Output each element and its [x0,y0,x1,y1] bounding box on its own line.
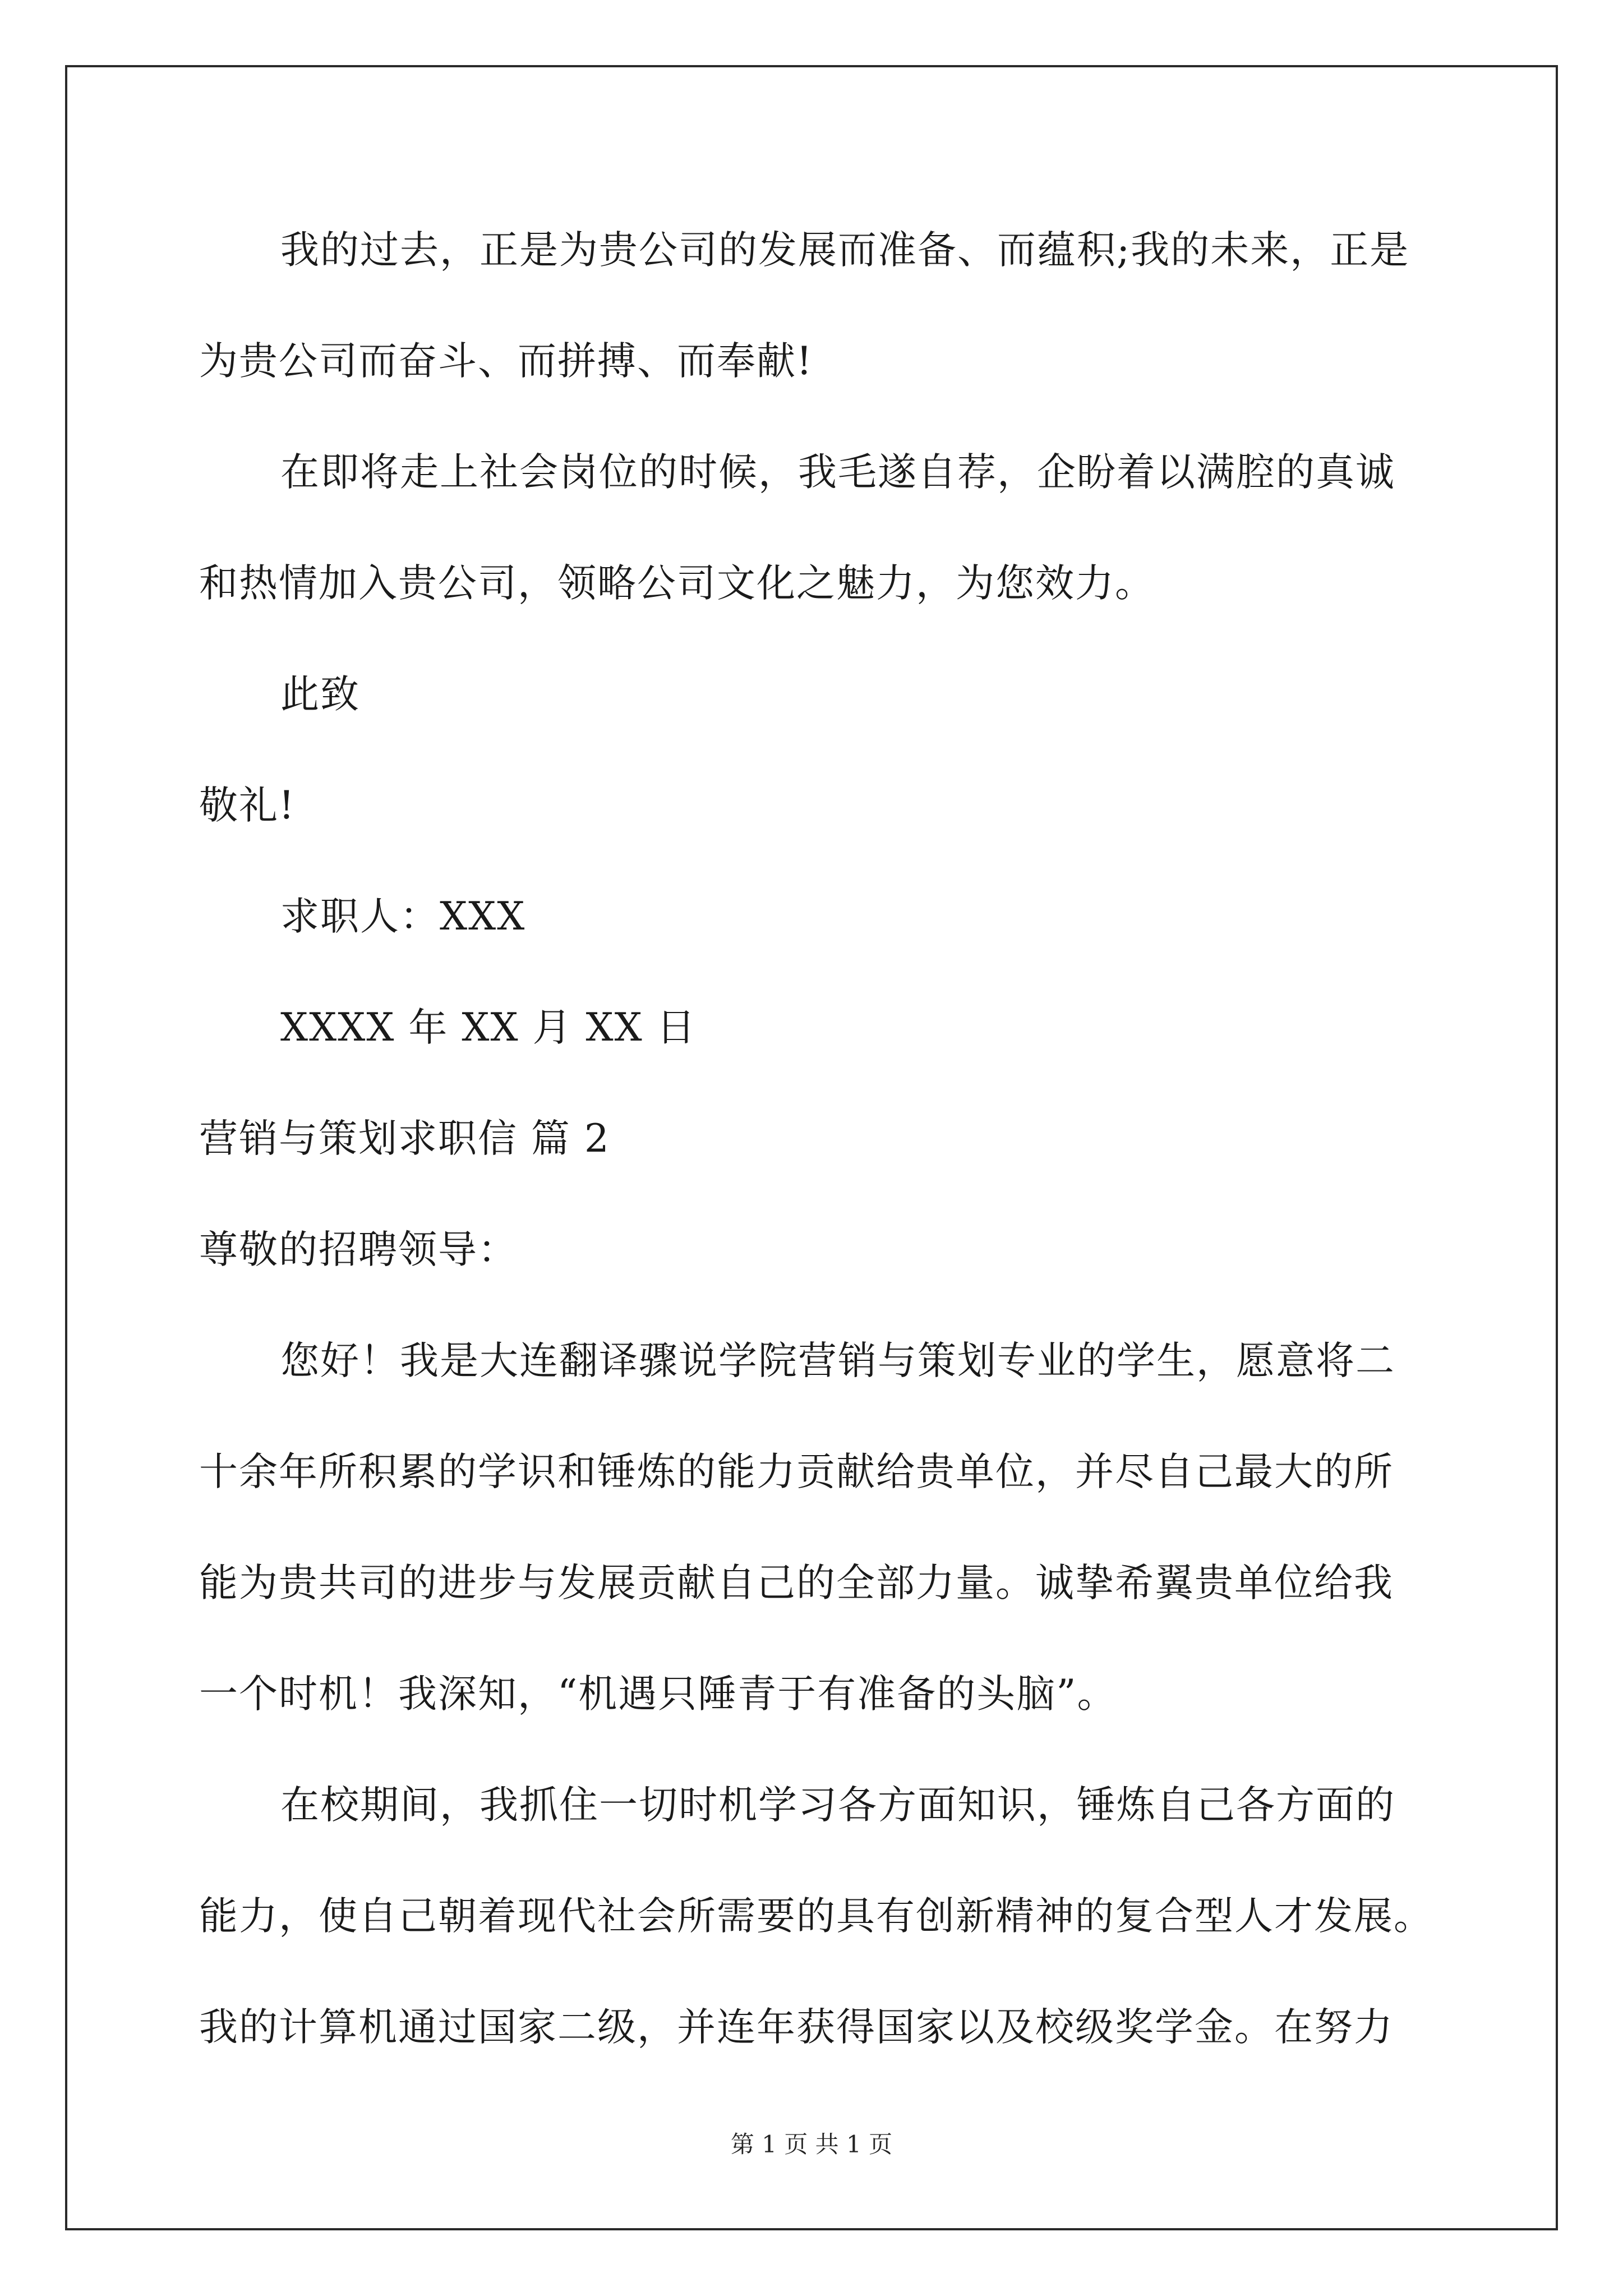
text-line: 我的计算机通过国家二级，并连年获得国家以及校级奖学金。在努力 [199,2005,1394,2050]
text-line: 在校期间，我抓住一切时机学习各方面知识，锤炼自己各方面的 [280,1783,1395,1828]
page-footer: 第 1 页 共 1 页 [730,2131,893,2158]
section-heading: 营销与策划求职信 篇 2 [199,1116,610,1161]
text-line: 求职人：XXX [280,894,526,939]
text-line: 尊敬的招聘领导： [199,1227,518,1272]
text-line: 能力，使自己朝着现代社会所需要的具有创新精神的复合型人才发展。 [199,1894,1433,1939]
text-line: 能为贵共司的进步与发展贡献自己的全部力量。诚挚希翼贵单位给我 [199,1561,1394,1605]
text-line: 在即将走上社会岗位的时候，我毛遂自荐，企盼着以满腔的真诚 [280,450,1395,495]
text-line: XXXX 年 XX 月 XX 日 [280,1005,697,1050]
text-line: 敬礼! [199,783,296,828]
text-line: 一个时机！我深知，“机遇只陲青于有准备的头脑”。 [199,1672,1117,1717]
text-line: 您好！我是大连翻译骤说学院营销与策划专业的学生，愿意将二 [280,1338,1395,1383]
text-line: 此致 [280,672,360,717]
text-line: 我的过去，正是为贵公司的发展而准备、而蕴积;我的未来，正是 [280,228,1410,273]
text-line: 和热情加入贵公司，领略公司文化之魅力，为您效力。 [199,561,1155,606]
text-line: 十余年所积累的学识和锤炼的能力贡献给贵单位，并尽自己最大的所 [199,1450,1394,1494]
text-line: 为贵公司而奋斗、而拼搏、而奉献! [199,339,813,384]
